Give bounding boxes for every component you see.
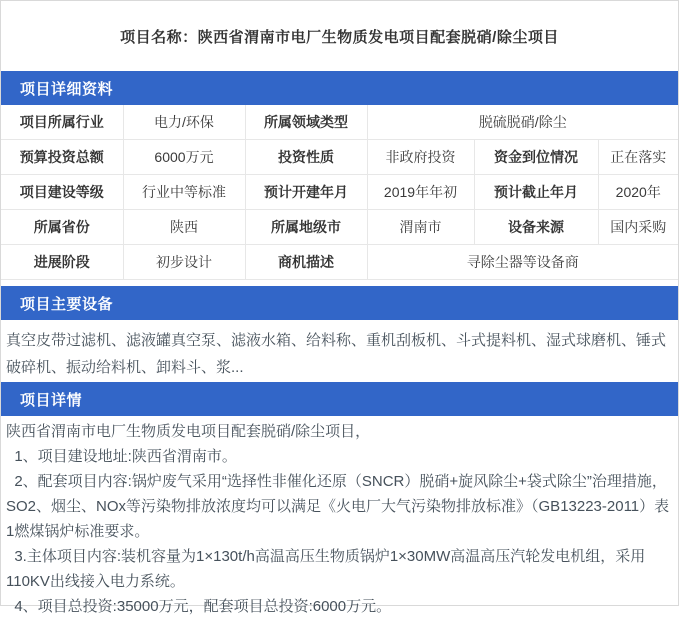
value-province: 陕西 <box>123 210 245 245</box>
label-province: 所属省份 <box>1 210 123 245</box>
detail-paragraph-3-main-content: 3.主体项目内容:装机容量为1×130t/h高温高压生物质锅炉1×30MW高温高压汽轮发电机组，采用110KV出线接入电力系统。 <box>6 548 646 590</box>
label-investment-nature: 投资性质 <box>245 140 367 175</box>
project-info-table <box>1 105 678 280</box>
value-progress-stage: 初步设计 <box>123 245 245 280</box>
section-header-main-equipment <box>1 286 678 320</box>
value-investment-nature: 非政府投资 <box>367 140 474 175</box>
value-construction-grade: 行业中等标准 <box>123 175 245 210</box>
equipment-list-text: 真空皮带过滤机、滤液罐真空泵、滤液水箱、给料称、重机刮板机、斗式提料机、湿式球磨机、锤式破碎机、振动给料机、卸料斗、浆... <box>6 332 667 376</box>
label-field-type: 所属领域类型 <box>245 105 367 140</box>
section-header-project-info <box>1 71 678 105</box>
label-construction-grade: 项目建设等级 <box>1 175 123 210</box>
value-end-date: 2020年 <box>598 175 678 210</box>
value-city: 渭南市 <box>367 210 474 245</box>
detail-paragraph-intro: 陕西省渭南市电厂生物质发电项目配套脱硝/除尘项目， <box>6 423 371 440</box>
detail-paragraph-4-investment: 4、项目总投资:35000万元，配套项目总投资:6000万元。 <box>6 598 392 615</box>
value-budget-total: 6000万元 <box>123 140 245 175</box>
label-progress-stage: 进展阶段 <box>1 245 123 280</box>
value-industry: 电力/环保 <box>123 105 245 140</box>
label-budget-total: 预算投资总额 <box>1 140 123 175</box>
table-row-location <box>1 210 678 245</box>
label-city: 所属地级市 <box>245 210 367 245</box>
value-funding-status: 正在落实 <box>598 140 678 175</box>
section-header-main-equipment-label: 项目主要设备 <box>20 295 114 313</box>
label-equipment-source: 设备来源 <box>474 210 598 245</box>
section-header-project-detail-label: 项目详情 <box>20 391 83 409</box>
section-header-project-info-label: 项目详细资料 <box>20 80 114 98</box>
label-start-date: 预计开建年月 <box>245 175 367 210</box>
table-row-budget <box>1 140 678 175</box>
label-opportunity-desc: 商机描述 <box>245 245 367 280</box>
value-equipment-source: 国内采购 <box>598 210 678 245</box>
table-row-industry <box>1 105 678 140</box>
value-field-type: 脱硫脱硝/除尘 <box>367 105 678 140</box>
table-row-stage <box>1 245 678 280</box>
section-header-project-detail <box>1 382 678 416</box>
detail-paragraph-1-address: 1、项目建设地址:陕西省渭南市。 <box>6 448 237 465</box>
project-detail-body <box>1 416 678 619</box>
label-end-date: 预计截止年月 <box>474 175 598 210</box>
detail-paragraph-2-supporting-content: 2、配套项目内容:锅炉废气采用“选择性非催化还原（SNCR）脱硝+旋风除尘+袋式除尘”治理措施，SO2、烟尘、NOx等污染物排放浓度均可以满足《火电厂大气污染物排放标准》（GB13223-2011）表1燃煤锅炉标准要求。 <box>6 473 670 540</box>
page-title: 项目名称：陕西省渭南市电厂生物质发电项目配套脱硝/除尘项目 <box>120 28 559 46</box>
value-opportunity-desc: 寻除尘器等设备商 <box>367 245 678 280</box>
label-industry: 项目所属行业 <box>1 105 123 140</box>
value-start-date: 2019年年初 <box>367 175 474 210</box>
table-row-grade-dates <box>1 175 678 210</box>
label-funding-status: 资金到位情况 <box>474 140 598 175</box>
